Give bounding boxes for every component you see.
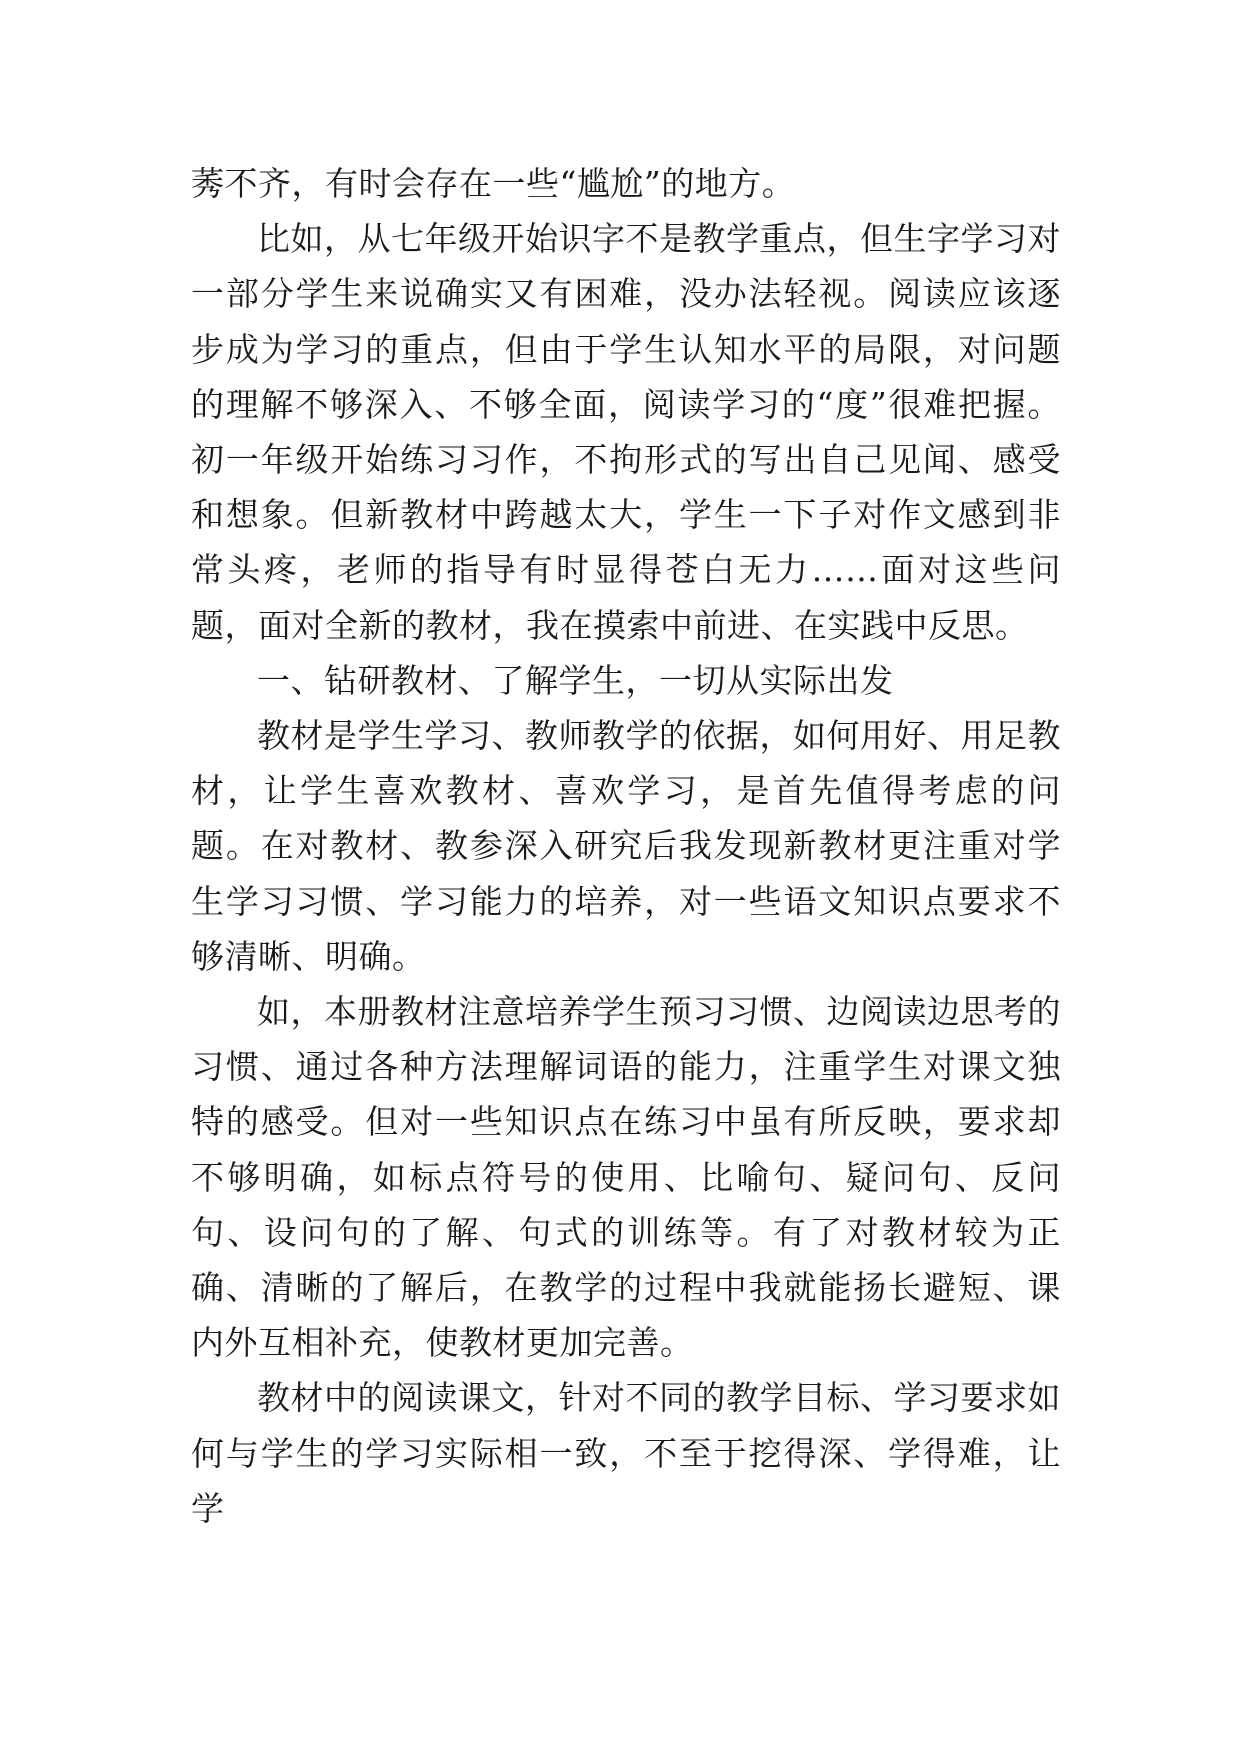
document-body bbox=[191, 156, 1061, 1536]
paragraph-continuation: 莠不齐，有时会存在一些“尴尬”的地方。 bbox=[191, 164, 796, 203]
paragraph-textbook-habits: 如，本册教材注意培养学生预习习惯、边阅读边思考的习惯、通过各种方法理解词语的能力，注重学生对课文独特的感受。但对一些知识点在练习中虽有所反映，要求却不够明确，如标点符号的使用、比喻句、疑问句、反问句、设问句的了解、句式的训练等。有了对教材较为正确、清晰的了解后，在教学的过程中我就能扬长避短、课内外互相补充，使教材更加完善。 bbox=[191, 992, 1061, 1363]
paragraph-example-difficulties: 比如，从七年级开始识字不是教学重点，但生字学习对一部分学生来说确实又有困难，没办法轻视。阅读应该逐步成为学习的重点，但由于学生认知水平的局限，对问题的理解不够深入、不够全面，阅读学习的“度”很难把握。初一年级开始练习习作，不拘形式的写出自己见闻、感受和想象。但新教材中跨越太大，学生一下子对作文感到非常头疼，老师的指导有时显得苍白无力……面对这些问题，面对全新的教材，我在摸索中前进、在实践中反思。 bbox=[191, 219, 1061, 645]
paragraph-textbook-basis: 教材是学生学习、教师教学的依据，如何用好、用足教材，让学生喜欢教材、喜欢学习，是首先值得考虑的问题。在对教材、教参深入研究后我发现新教材更注重对学生学习习惯、学习能力的培养，对一些语文知识点要求不够清晰、明确。 bbox=[191, 716, 1061, 976]
paragraph-reading-texts: 教材中的阅读课文，针对不同的教学目标、学习要求如何与学生的学习实际相一致，不至于挖得深、学得难，让学 bbox=[191, 1378, 1061, 1528]
section-heading-one: 一、钻研教材、了解学生，一切从实际出发 bbox=[257, 660, 894, 700]
